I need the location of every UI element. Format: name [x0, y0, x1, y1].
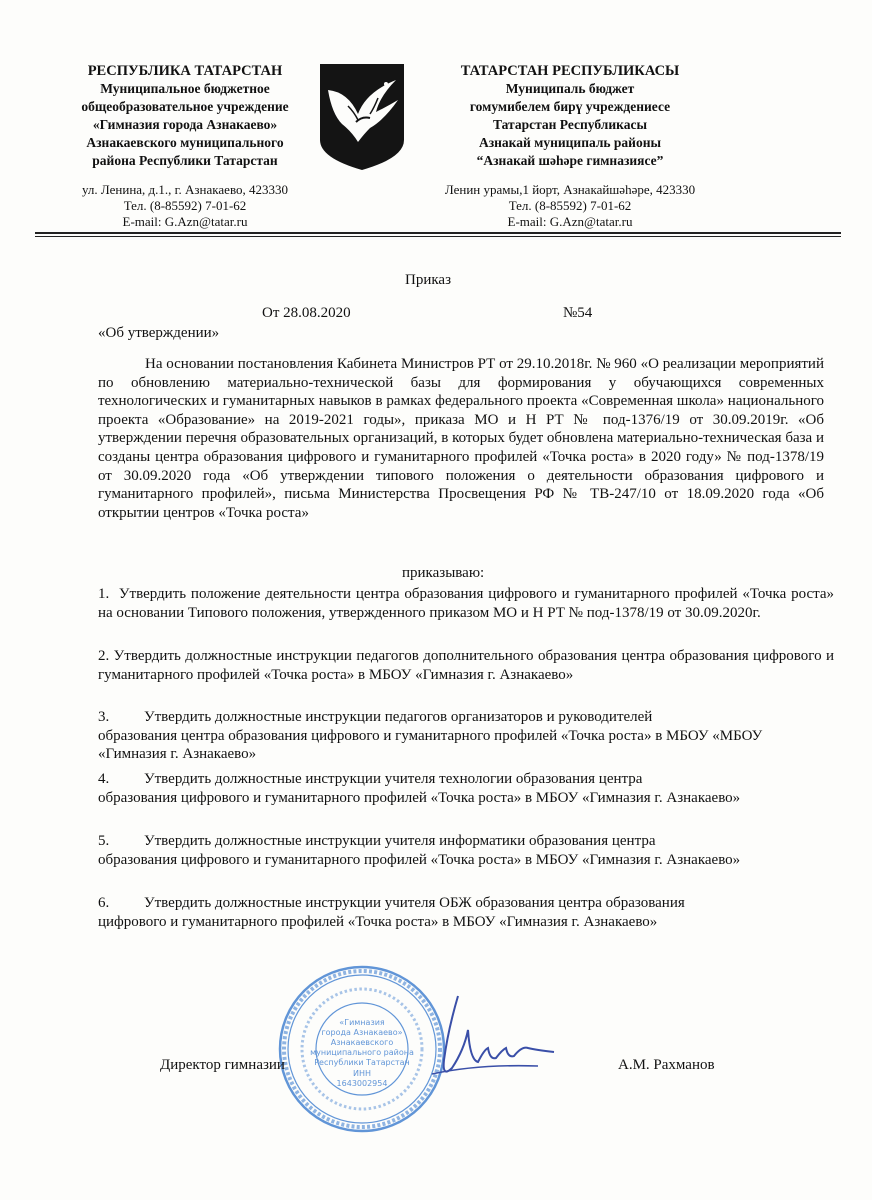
item-text-line2: образования цифрового и гуманитарного профилей «Точка роста» в МБОУ «Гимназия г. Азнакаево» [98, 789, 741, 806]
order-item-6 [98, 894, 834, 931]
order-item-3 [98, 708, 834, 764]
item-text-line1: Утвердить должностные инструкции педагогов организаторов и руководителей [144, 709, 653, 725]
signer-name: А.М. Рахманов [618, 1057, 715, 1073]
svg-text:«Гимназия: «Гимназия [339, 1018, 385, 1027]
item-number: 4. [98, 771, 110, 787]
item-text-line2: образования центра образования цифрового и гуманитарного профилей «Точка роста» в МБОУ «МБОУ «Гимназия г. Азнакаево» [98, 727, 763, 763]
item-number: 1. [98, 586, 110, 602]
signature-icon [418, 990, 558, 1100]
header-divider-thin [35, 236, 841, 237]
header-left-line5: Азнакаевского муниципального [86, 135, 284, 150]
doc-number: №54 [563, 305, 593, 321]
svg-text:1643002954: 1643002954 [336, 1079, 388, 1088]
item-text-line2: цифрового и гуманитарного профилей «Точка роста» в МБОУ «Гимназия г. Азнакаево» [98, 913, 658, 930]
header-left-address [40, 182, 330, 230]
item-text-line1: Утвердить должностные инструкции учителя информатики образования центра [144, 833, 656, 849]
header-right-line5: Азнакай муниципаль районы [478, 135, 662, 150]
signer-title: Директор гимназии [160, 1057, 285, 1073]
order-item-1 [98, 585, 834, 622]
header-left-line4: «Гимназия города Азнакаево» [92, 117, 278, 132]
header-left-addr3: E-mail: G.Azn@tatar.ru [122, 214, 248, 229]
svg-text:города Азнакаево»: города Азнакаево» [321, 1028, 403, 1037]
doc-preamble: На основании постановления Кабинета Министров РТ от 29.10.2018г. № 960 «О реализации мероприятий по обновлению материально-технической базы для формирования у обучающихся современных технологических и гуманитарных навыков в рамках федерального проекта «Современная школа» национального проекта «Образование» на 2019-2021 годы», приказа МО и Н РТ № под-1376/19 от 30.09.2019г. «Об утверждении перечня образовательных организаций, в которых будет обновлена материально-техническая база и созданы центра образования цифрового и гуманитарного профилей «Точка роста» в 2020 году» № под-1378/19 от 30.09.2020 года «Об утверждении типового положения о деятельности образования цифрового и гуманитарного профилей», письма Министерства Просвещения РФ № ТВ-247/10 от 18.09.2020 года «Об открытии центров «Точка роста» [98, 356, 824, 521]
item-text: Утвердить положение деятельности центра образования цифрового и гуманитарного профилей «Точка роста» на основании Типового положения, утвержденного приказом МО и Н РТ № под-1378/19 от 30.09.2020г. [98, 586, 834, 621]
header-right-address [410, 182, 730, 230]
item-text-line2: образования цифрового и гуманитарного профилей «Точка роста» в МБОУ «Гимназия г. Азнакаево» [98, 851, 741, 868]
header-right-line6: “Азнакай шәһәре гимназиясе” [476, 153, 664, 168]
order-item-2 [98, 647, 834, 684]
item-number: 2. [98, 648, 110, 664]
doc-title: Приказ [405, 272, 452, 288]
item-number: 5. [98, 833, 110, 849]
header-left-addr2: Тел. (8-85592) 7-01-62 [123, 198, 247, 213]
header-right-line4: Татарстан Республикасы [492, 117, 647, 132]
order-item-5 [98, 832, 834, 869]
doc-date: От 28.08.2020 [262, 305, 351, 321]
order-item-4 [98, 770, 834, 807]
item-text-line1: Утвердить должностные инструкции учителя ОБЖ образования центра образования [144, 895, 685, 911]
header-left-line2: Муниципальное бюджетное [100, 81, 270, 96]
header-left [40, 62, 330, 170]
order-word: приказываю: [402, 565, 485, 581]
header-right [420, 62, 720, 170]
header-right-line2: Муниципаль бюджет [505, 81, 635, 96]
item-text: Утвердить должностные инструкции педагогов дополнительного образования центра образования цифрового и гуманитарного профилей «Точка роста» в МБОУ «Гимназия г. Азнакаево» [98, 648, 835, 683]
header-right-line3: гомумибелем бирү учреждениесе [469, 99, 671, 114]
header-left-line1: РЕСПУБЛИКА ТАТАРСТАН [87, 63, 283, 79]
header-left-line3: общеобразовательное учреждение [81, 99, 289, 114]
header-left-line6: района Республики Татарстан [92, 153, 278, 168]
coat-of-arms-icon [318, 62, 406, 172]
doc-subject: «Об утверждении» [98, 325, 220, 341]
svg-text:Азнакаевского: Азнакаевского [330, 1038, 394, 1047]
header-right-addr3: E-mail: G.Azn@tatar.ru [507, 214, 633, 229]
svg-text:ИНН: ИНН [352, 1069, 372, 1078]
item-number: 6. [98, 895, 110, 911]
header-right-addr2: Тел. (8-85592) 7-01-62 [508, 198, 632, 213]
header-divider [35, 232, 841, 234]
svg-text:Республики Татарстан: Республики Татарстан [314, 1058, 410, 1067]
item-number: 3. [98, 709, 110, 725]
header-right-line1: ТАТАРСТАН РЕСПУБЛИКАСЫ [460, 63, 680, 79]
svg-text:муниципального района: муниципального района [310, 1048, 414, 1057]
header-right-addr1: Ленин урамы,1 йорт, Азнакайшәһәре, 423330 [444, 182, 696, 197]
item-text-line1: Утвердить должностные инструкции учителя технологии образования центра [144, 771, 643, 787]
header-left-addr1: ул. Ленина, д.1., г. Азнакаево, 423330 [82, 182, 288, 197]
